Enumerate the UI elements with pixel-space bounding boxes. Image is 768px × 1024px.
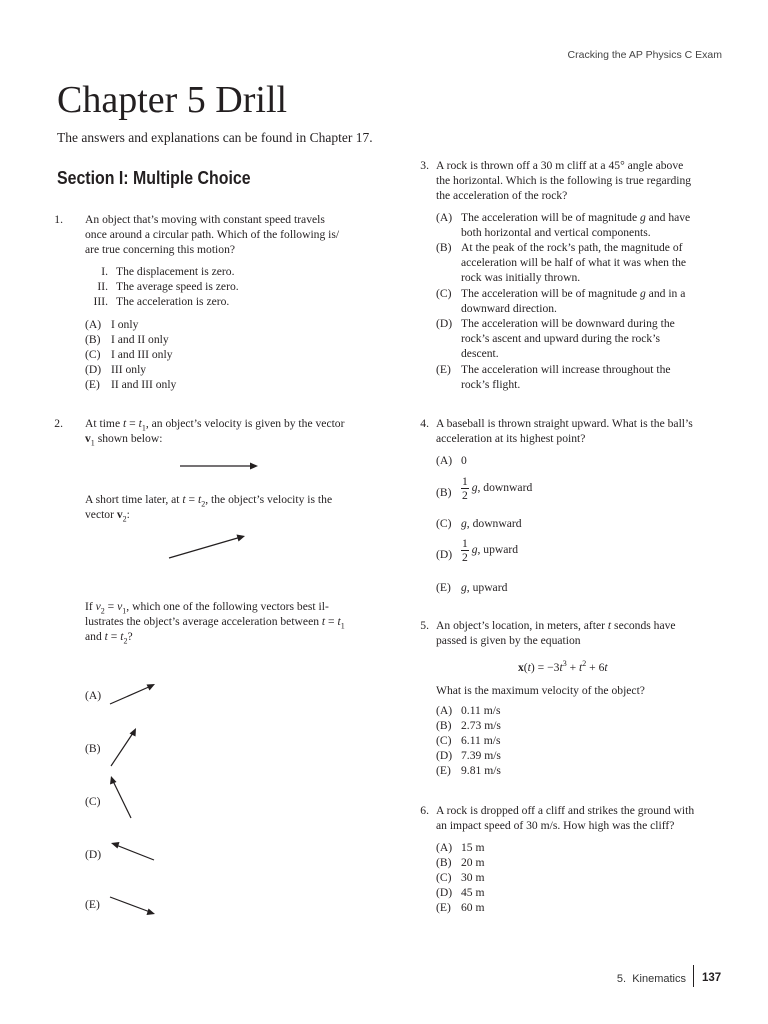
intro-text: The answers and explanations can be found in Chapter 17. (57, 130, 373, 145)
q1-option-letter: (C) (85, 348, 101, 361)
q1-option-letter: (B) (85, 333, 101, 346)
q6-option-text: 45 m (461, 886, 485, 899)
q2-question-line3: and $t = t_2$? (85, 630, 133, 646)
q2-question-line1: If $v_2 = v_1$, which one of the following vectors best il- (85, 600, 329, 616)
q2-option-e-arrow (106, 892, 160, 920)
q4-option-e-letter: (E) (436, 581, 451, 594)
q6-option-letter: (D) (436, 886, 453, 899)
q6-number: 6. (420, 804, 429, 817)
q3-option-letter: (E) (436, 363, 451, 376)
vector-v2-arrow (164, 532, 250, 562)
q2-question-line2: lustrates the object’s average acceleration between $t = t_1$ (85, 615, 345, 631)
section-title: Section I: Multiple Choice (57, 167, 251, 188)
q1-number: 1. (54, 213, 63, 226)
q1-option-letter: (E) (85, 378, 100, 391)
q5-option-letter: (B) (436, 719, 452, 732)
q1-option-text: I only (111, 318, 139, 331)
q5-option-letter: (E) (436, 764, 451, 777)
q1-text: An object that’s moving with constant speed travels once around a circular path. Which of the following is/ are true concerning this motion? (85, 213, 340, 256)
footer-divider (693, 965, 694, 987)
q6-option-letter: (C) (436, 871, 452, 884)
q6-option-text: 60 m (461, 901, 485, 914)
q4-option-c-letter: (C) (436, 517, 452, 530)
q5-line1: An object’s location, in meters, after t seconds have (436, 619, 676, 632)
running-head: Cracking the AP Physics C Exam (567, 49, 722, 61)
q5-option-text: 9.81 m/s (461, 764, 501, 777)
q3-option-text: The acceleration will be of magnitude g and have both horizontal and vertical components. (461, 211, 691, 239)
q3-option-text: The acceleration will increase throughout the rock’s flight. (461, 363, 671, 391)
q5-option-letter: (C) (436, 734, 452, 747)
fraction: $\frac{1}{2}$ (462, 475, 468, 502)
q1-statement: The displacement is zero. (116, 265, 235, 278)
q6-option-letter: (A) (436, 841, 453, 854)
q3-text: A rock is thrown off a 30 m cliff at a 45° angle above the horizontal. Which is the following is true regarding the acceleration of the rock? (436, 159, 692, 202)
q4-option-c-text: g, downward (461, 517, 522, 530)
q3-option-text: At the peak of the rock’s path, the magnitude of acceleration will be half of what it was when the rock was initially thrown. (461, 241, 687, 284)
q2-option-c-label: (C) (85, 795, 101, 808)
q3-option-letter: (C) (436, 287, 452, 300)
q5-option-text: 0.11 m/s (461, 704, 501, 717)
q4-option-d-letter: (D) (436, 548, 453, 561)
q4-option-d-text: $\frac{1}{2}$ g, upward (462, 537, 519, 564)
q6-option-letter: (B) (436, 856, 452, 869)
q5-equation: $x(t) = -3t^3 + t^2 + 6t$ (518, 659, 608, 674)
q4-option-b-letter: (B) (436, 486, 452, 499)
q6-option-text: 20 m (461, 856, 485, 869)
q2-line2: $v_1$ shown below: (85, 432, 163, 448)
q2-mid-line1: A short time later, at $t = t_2$, the object’s velocity is the (85, 493, 333, 509)
q3-option-letter: (B) (436, 241, 452, 254)
q3-option-letter: (A) (436, 211, 453, 224)
q5-option-text: 6.11 m/s (461, 734, 501, 747)
q1-option-text: I and II only (111, 333, 169, 346)
q2-option-d-label: (D) (85, 848, 102, 861)
q2-option-e-label: (E) (85, 898, 100, 911)
q5-option-text: 7.39 m/s (461, 749, 501, 762)
q2-number: 2. (54, 417, 63, 430)
q4-option-a-letter: (A) (436, 454, 453, 467)
q1-statement: The acceleration is zero. (116, 295, 230, 308)
q2-option-a-arrow (106, 680, 160, 708)
q1-option-text: III only (111, 363, 147, 376)
q1-option-text: I and III only (111, 348, 173, 361)
q5-number: 5. (420, 619, 429, 632)
q2-option-d-arrow (106, 838, 160, 866)
q2-option-b-label: (B) (85, 742, 101, 755)
q5-line2: passed is given by the equation (436, 634, 581, 647)
footer-chapter-label: 5. Kinematics (616, 973, 686, 985)
q6-text: A rock is dropped off a cliff and strikes the ground with an impact speed of 30 m/s. How high was the cliff? (436, 804, 695, 832)
q1-option-letter: (D) (85, 363, 102, 376)
q6-option-letter: (E) (436, 901, 451, 914)
vector-v1-arrow (176, 459, 262, 473)
q5-option-letter: (A) (436, 704, 453, 717)
q5-option-letter: (D) (436, 749, 453, 762)
q6-option-text: 30 m (461, 871, 485, 884)
page-number: 137 (702, 972, 722, 984)
q4-option-a-text: 0 (461, 454, 467, 467)
q6-option-text: 15 m (461, 841, 485, 854)
q5-question: What is the maximum velocity of the object? (436, 684, 645, 697)
q2-mid-line2: vector $v_2$: (85, 508, 130, 524)
q5-option-text: 2.73 m/s (461, 719, 501, 732)
q1-statement: The average speed is zero. (116, 280, 239, 293)
q1-statement-num: I. (101, 265, 108, 278)
fraction: $\frac{1}{2}$ (462, 537, 468, 564)
chapter-title: Chapter 5 Drill (57, 79, 288, 121)
q1-statement-num: II. (97, 280, 108, 293)
q3-number: 3. (420, 159, 429, 172)
q2-option-c-arrow (106, 772, 138, 822)
q1-option-letter: (A) (85, 318, 102, 331)
q3-option-letter: (D) (436, 317, 453, 330)
q2-option-b-arrow (106, 724, 142, 770)
q4-text: A baseball is thrown straight upward. What is the ball’s acceleration at its highest point? (436, 417, 693, 445)
q3-option-text: The acceleration will be downward during the rock’s ascent and upward during the rock’s descent. (461, 317, 675, 360)
q1-statement-num: III. (93, 295, 108, 308)
q4-option-e-text: g, upward (461, 581, 508, 594)
q3-option-text: The acceleration will be of magnitude g and in a downward direction. (461, 287, 686, 315)
q4-number: 4. (420, 417, 429, 430)
q2-line1: At time $t = t_1$, an object’s velocity is given by the vector (85, 417, 345, 433)
q4-option-b-text: $\frac{1}{2}$ g, downward (462, 475, 533, 502)
q1-option-text: II and III only (111, 378, 177, 391)
q2-option-a-label: (A) (85, 689, 102, 702)
